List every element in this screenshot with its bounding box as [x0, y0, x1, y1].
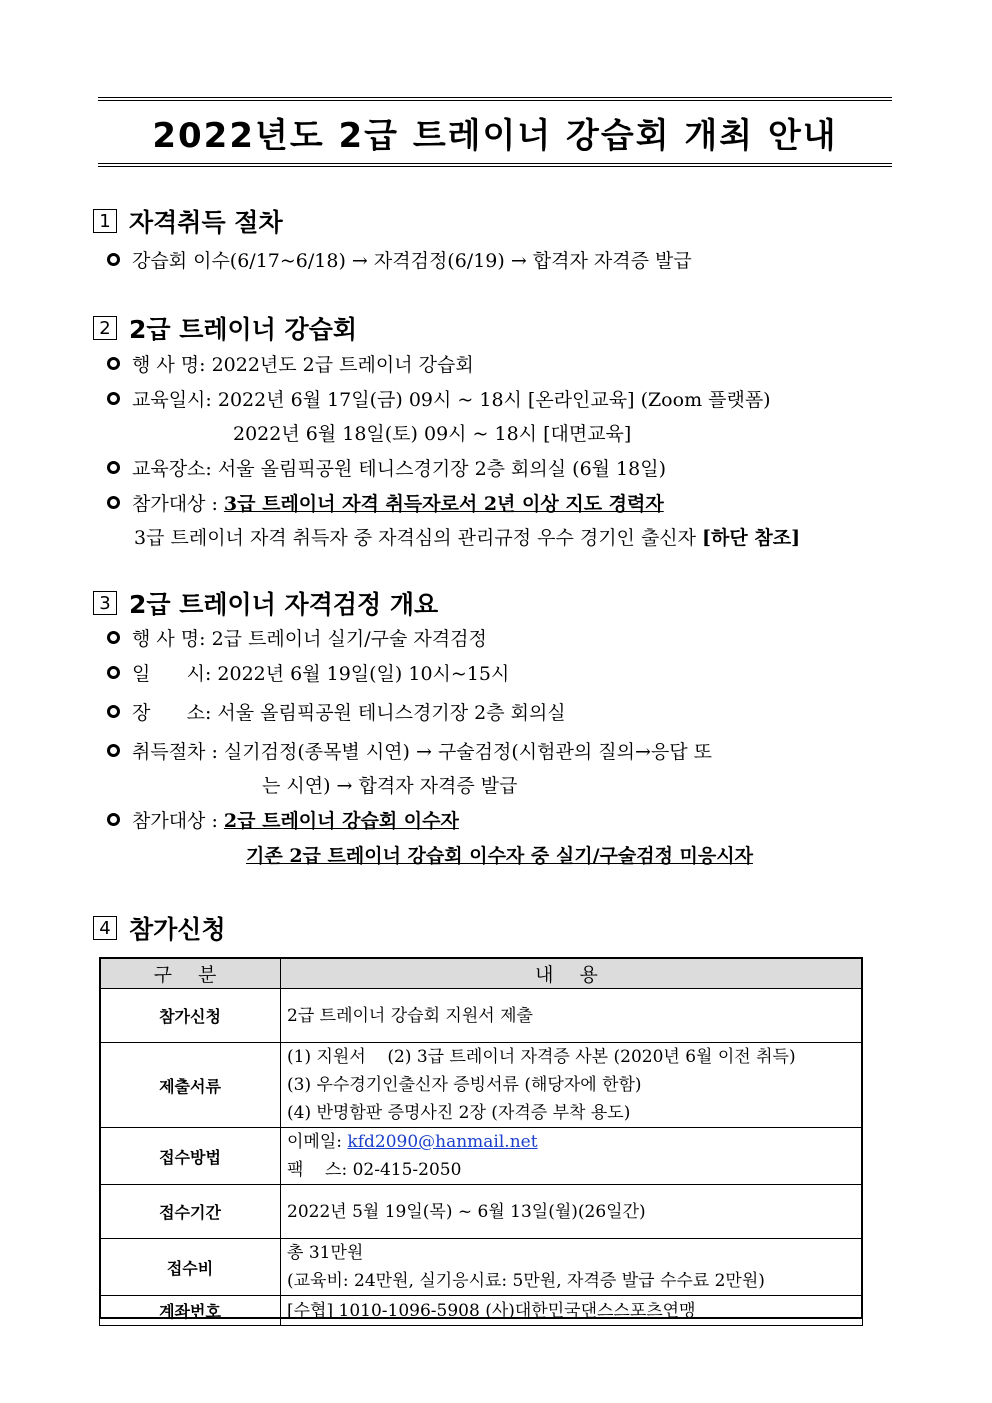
section-title: 2급 트레이너 자격검정 개요 [129, 590, 439, 619]
table-header [100, 958, 863, 989]
section-4-heading [93, 910, 226, 946]
s3-date: 일 시: 2022년 6월 19일(일) 10시~15시 [107, 659, 509, 686]
bullet-icon [107, 461, 120, 474]
bullet-icon [107, 744, 120, 757]
table-row: 참가신청 2급 트레이너 강습회 지원서 제출 [100, 989, 863, 1043]
s3-place: 장 소: 서울 올림픽공원 테니스경기장 2층 회의실 [107, 698, 566, 725]
section-title: 자격취득 절차 [129, 208, 283, 237]
s2-target2: 3급 트레이너 자격 취득자 중 자격심의 관리규정 우수 경기인 출신자 [하단 참조] [134, 527, 801, 549]
application-table [99, 957, 863, 1326]
section-2-heading [93, 310, 357, 346]
s3-procedure: 취득절차 : 실기검정(종목별 시연) → 구술검정(시험관의 질의→응답 또 [107, 737, 712, 764]
s3-procedure2: 는 시연) → 합격자 자격증 발급 [262, 775, 518, 797]
bullet-icon [107, 813, 120, 826]
s2-date2: 2022년 6월 18일(토) 09시 ~ 18시 [대면교육] [233, 423, 632, 445]
bullet-icon [107, 253, 120, 266]
s3-target: 참가대상 : 2급 트레이너 강습회 이수자 [107, 806, 459, 833]
section-number: 1 [93, 209, 117, 233]
s2-event: 행 사 명: 2022년도 2급 트레이너 강습회 [107, 350, 474, 377]
section-3-heading [93, 585, 438, 621]
section-1-heading [93, 203, 283, 239]
title-box [98, 97, 892, 167]
table-row: 접수비 총 31만원 (교육비: 24만원, 실기응시료: 5만원, 자격증 발급 수수료 2만원) [100, 1239, 863, 1296]
bullet-icon [107, 705, 120, 718]
table-row: 제출서류 (1) 지원서 (2) 3급 트레이너 자격증 사본 (2020년 6월 이전 취득) (3) 우수경기인출신자 증빙서류 (해당자에 한함) (4) 반명함판 증명사진 2장 (자격증 부착 용도) [100, 1043, 863, 1128]
section-number: 2 [93, 316, 117, 340]
s2-target: 참가대상 : 3급 트레이너 자격 취득자로서 2년 이상 지도 경력자 [107, 489, 664, 516]
s2-place: 교육장소: 서울 올림픽공원 테니스경기장 2층 회의실 (6월 18일) [107, 454, 666, 481]
s2-date: 교육일시: 2022년 6월 17일(금) 09시 ~ 18시 [온라인교육] (Zoom 플랫폼) [107, 385, 771, 412]
section-number: 4 [93, 916, 117, 940]
section-title: 참가신청 [129, 915, 226, 944]
bullet-icon [107, 357, 120, 370]
bullet-icon [107, 496, 120, 509]
section-number: 3 [93, 591, 117, 615]
column-header-content: 내 용 [281, 958, 863, 989]
section-title: 2급 트레이너 강습회 [129, 315, 358, 344]
bullet-icon [107, 666, 120, 679]
table-row: 접수기간 2022년 5월 19일(목) ~ 6월 13일(월)(26일간) [100, 1185, 863, 1239]
s3-event: 행 사 명: 2급 트레이너 실기/구술 자격검정 [107, 624, 487, 651]
email-link[interactable]: kfd2090@hanmail.net [347, 1132, 538, 1152]
s1-procedure: 강습회 이수(6/17~6/18) → 자격검정(6/19) → 합격자 자격증 발급 [107, 246, 692, 273]
bullet-icon [107, 392, 120, 405]
table-row: 접수방법 이메일: kfd2090@hanmail.net 팩 스: 02-415-2050 [100, 1128, 863, 1185]
table-row: 계좌번호 [수협] 1010-1096-5908 (사)대한민국댄스스포츠연맹 [100, 1296, 863, 1326]
column-header-category: 구 분 [100, 958, 281, 989]
bullet-icon [107, 631, 120, 644]
page-title: 2022년도 2급 트레이너 강습회 개최 안내 [152, 115, 838, 156]
s3-target2: 기존 2급 트레이너 강습회 이수자 중 실기/구술검정 미응시자 [246, 845, 753, 867]
